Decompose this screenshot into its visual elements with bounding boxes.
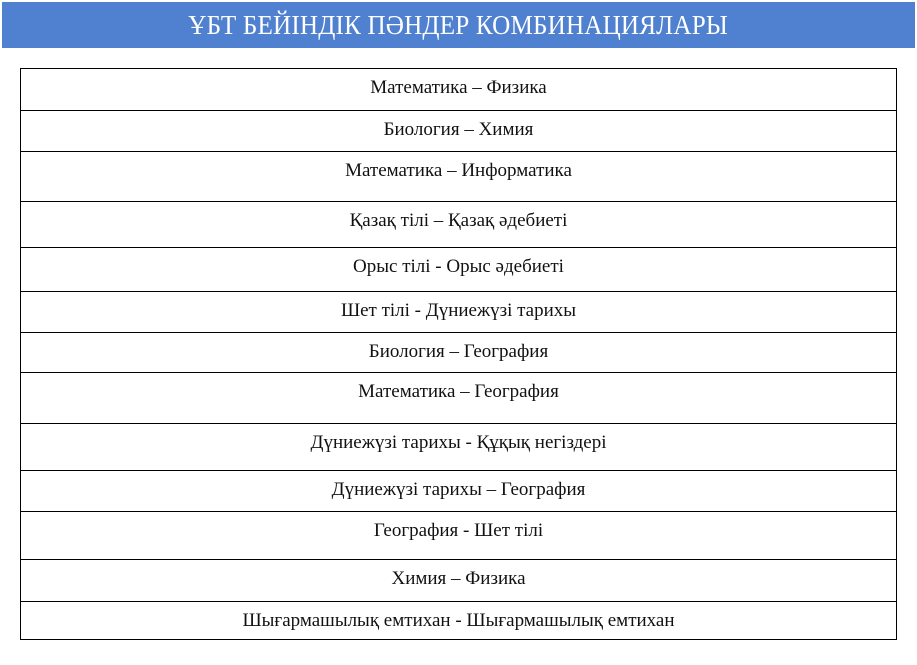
combination-label: Математика – География [358,381,559,402]
table-row [21,152,897,202]
combination-label: География - Шет тілі [373,520,544,541]
table-cell [21,202,897,248]
combinations-table [20,68,897,640]
table-row [21,602,897,640]
table-cell [21,292,897,333]
combination-label: Химия – Физика [391,568,526,589]
table-cell [21,333,897,373]
combination-label: Математика – Информатика [345,160,572,181]
table-row [21,424,897,471]
table-row [21,248,897,292]
table-cell [21,512,897,560]
table-cell [21,560,897,602]
table-cell [21,111,897,152]
table-cell [21,602,897,640]
table-cell [21,152,897,202]
table-row [21,471,897,512]
combination-label: Шет тілі - Дүниежүзі тарихы [340,300,577,321]
table-cell [21,424,897,471]
table-row [21,512,897,560]
table-cell [21,248,897,292]
table-row [21,373,897,424]
table-row [21,292,897,333]
table-cell [21,69,897,111]
combination-label: Орыс тілі - Орыс әдебиеті [353,256,564,277]
combination-label: Шығармашылық емтихан - Шығармашылық емтихан [242,610,675,631]
table-row [21,202,897,248]
combination-label: Математика – Физика [370,77,547,98]
combination-label: Дүниежүзі тарихы - Құқық негіздері [310,432,607,453]
table-row [21,560,897,602]
combination-label: Қазақ тілі – Қазақ әдебиеті [349,210,568,231]
table-cell [21,471,897,512]
combination-label: Биология – География [368,341,549,362]
table-row [21,111,897,152]
table-row [21,69,897,111]
combination-label: Дүниежүзі тарихы – География [331,479,586,500]
page-title: ҰБТ БЕЙІНДІК ПӘНДЕР КОМБИНАЦИЯЛАРЫ [188,9,729,40]
title-banner [2,2,915,48]
table-cell [21,373,897,424]
combination-label: Биология – Химия [383,119,534,140]
table-row [21,333,897,373]
